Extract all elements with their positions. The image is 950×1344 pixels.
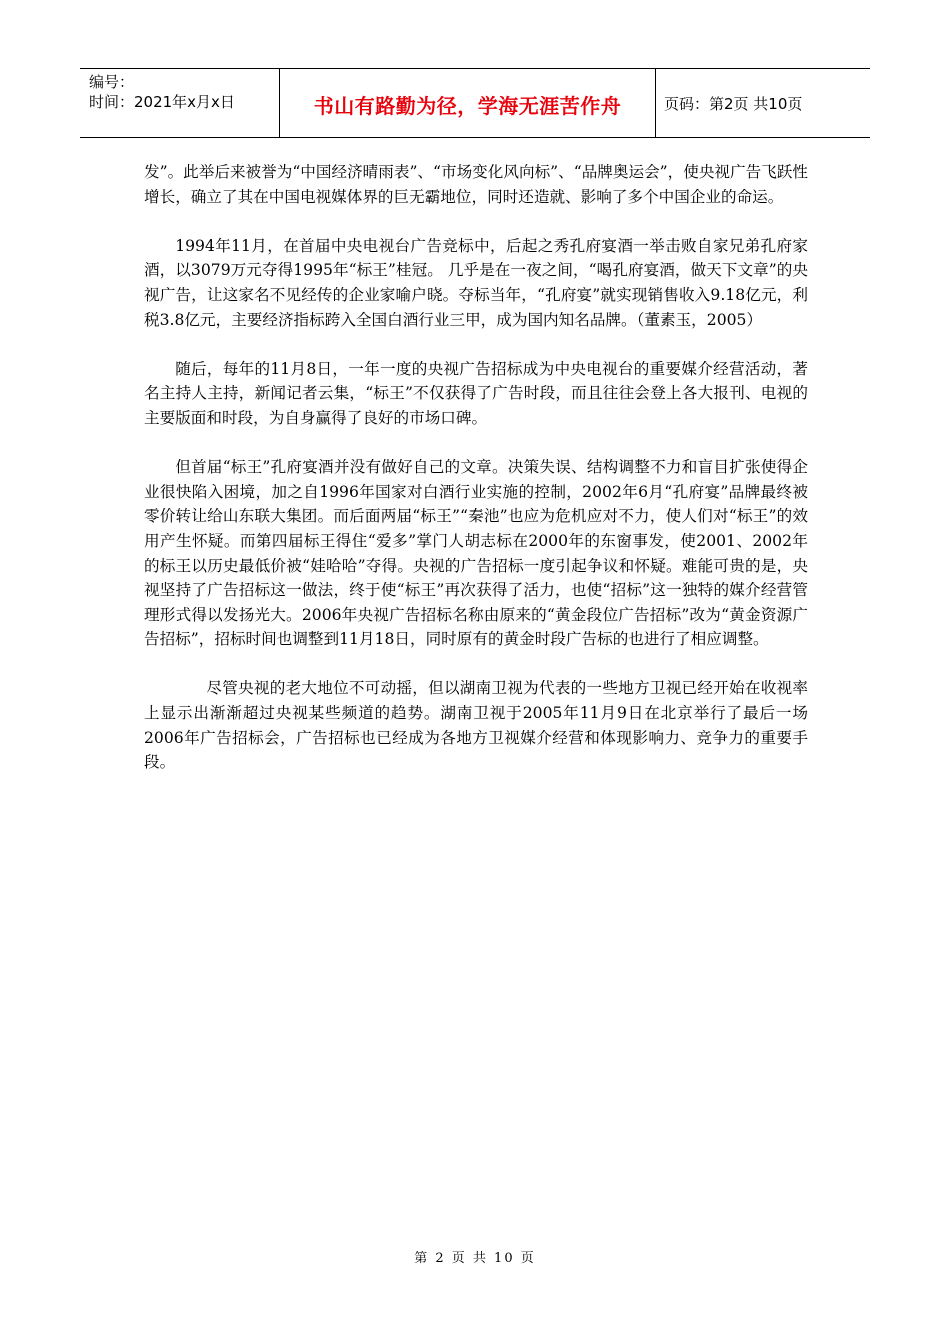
- document-body: [144, 160, 808, 799]
- header-page-info-cell: [656, 69, 870, 137]
- paragraph-annual-bidding: 随后，每年的11月8日，一年一度的央视广告招标成为中央电视台的重要媒介经营活动，著名主持人主持，新闻记者云集，“标王”不仅获得了广告时段，而且往往会登上各大报刊、电视的主要版面和时段，为自身赢得了良好的市场口碑。: [144, 359, 808, 427]
- document-number-label: 编号：: [89, 73, 135, 91]
- paragraph-continued: 发”。此举后来被誉为“中国经济晴雨表”、“市场变化风向标”、“品牌奥运会”，使央视广告飞跃性增长，确立了其在中国电视媒体界的巨无霸地位，同时还造就、影响了多个中国企业的命运。: [144, 163, 808, 206]
- paragraph-kongfuyan-decline: 但首届“标王”孔府宴酒并没有做好自己的文章。决策失误、结构调整不力和盲目扩张使得企业很快陷入困境，加之自1996年国家对白酒行业实施的控制，2002年6月“孔府宴”品牌最终被零价转让给山东联大集团。而后面两届“标王”“秦池”也应为危机应对不力，使人们对“标王”的效用产生怀疑。而第四届标王得住“爱多”掌门人胡志标在2000年的东窗事发，使2001、2002年的标王以历史最低价被“娃哈哈”夺得。央视的广告招标一度引起争议和怀疑。难能可贵的是，央视坚持了广告招标这一做法，终于使“标王”再次获得了活力，也使“招标”这一独特的媒介经营管理形式得以发扬光大。2006年央视广告招标名称由原来的“黄金段位广告招标”改为“黄金资源广告招标”，招标时间也调整到11月18日，同时原有的黄金时段广告标的也进行了相应调整。: [144, 458, 808, 649]
- header-motto: 书山有路勤为径，学海无涯苦作舟: [313, 93, 622, 118]
- header-meta: [80, 69, 280, 137]
- document-time: 时间：2021年x月x日: [89, 93, 235, 111]
- header-motto-cell: [280, 69, 656, 137]
- page-header: [80, 68, 870, 138]
- header-page-info: 页码：第2页 共10页: [664, 94, 803, 113]
- paragraph-1994-bid: 1994年11月，在首届中央电视台广告竞标中，后起之秀孔府宴酒一举击败自家兄弟孔府家酒，以3079万元夺得1995年“标王”桂冠。 几乎是在一夜之间，“喝孔府宴酒，做天下文章”的央视广告，让这家名不见经传的企业家喻户晓。夺标当年，“孔府宴”就实现销售收入9.18亿元，利税3.8亿元，主要经济指标跨入全国白酒行业三甲，成为国内知名品牌。（董素玉，2005）: [144, 236, 808, 329]
- paragraph-hunan-tv: 尽管央视的老大地位不可动摇，但以湖南卫视为代表的一些地方卫视已经开始在收视率上显示出渐渐超过央视某些频道的趋势。湖南卫视于2005年11月9日在北京举行了最后一场2006年广告招标会，广告招标也已经成为各地方卫视媒介经营和体现影响力、竞争力的重要手段。: [144, 679, 808, 772]
- page-footer: 第 2 页 共 10 页: [414, 1251, 536, 1266]
